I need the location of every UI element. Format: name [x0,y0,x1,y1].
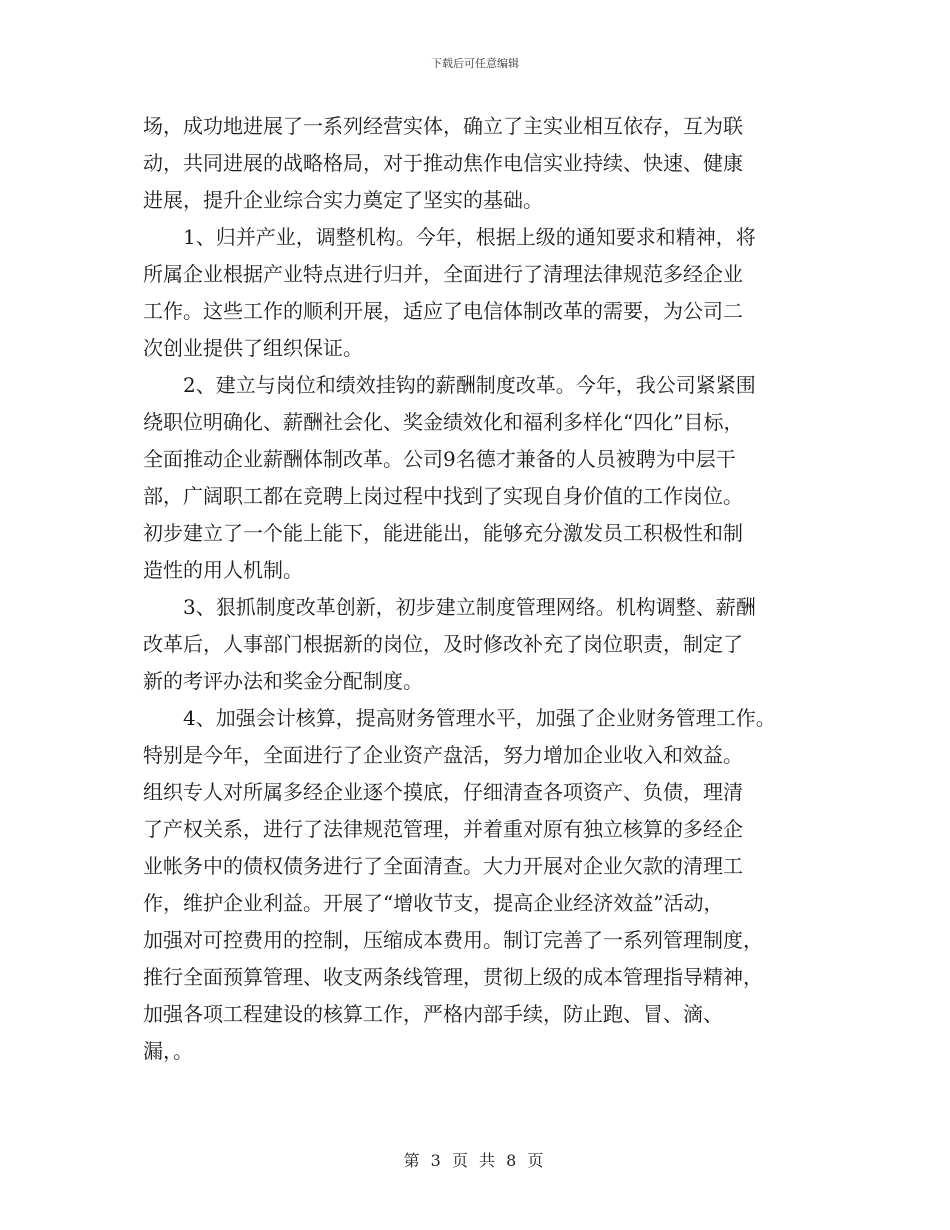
text-line: 绕职位明确化、薪酬社会化、奖金绩效化和福利多样化“四化”目标， [143,410,744,434]
text-line: 新的考评办法和奖金分配制度。 [143,669,423,693]
paragraph-2-start: 2、建立与岗位和绩效挂钩的薪酬制度改革。今年，我公司紧紧围 [183,373,756,397]
text-line: 动，共同进展的战略格局，对于推动焦作电信实业持续、快速、健康 [143,151,743,175]
page-header-note: 下载后可任意编辑 [431,57,519,70]
text-line: 造性的用人机制。 [143,558,303,582]
text-line: 部，广阔职工都在竞聘上岗过程中找到了实现自身价值的工作岗位。 [143,484,743,508]
document-body [143,108,813,1070]
text-line: 全面推动企业薪酬体制改革。公司9名德才兼备的人员被聘为中层干 [143,447,736,471]
text-line: 业帐务中的债权债务进行了全面清查。大力开展对企业欠款的清理工 [143,854,743,878]
text-line: 改革后，人事部门根据新的岗位，及时修改补充了岗位职责，制定了 [143,632,743,656]
text-line: 特别是今年，全面进行了企业资产盘活，努力增加企业收入和效益。 [143,743,743,767]
text-line: 漏，。 [143,1039,193,1063]
text-line: 加强各项工程建设的核算工作，严格内部手续，防止跑、冒、滴、 [143,1002,723,1026]
text-line: 了产权关系，进行了法律规范管理，并着重对原有独立核算的多经企 [143,817,743,841]
text-line: 作，维护企业利益。开展了“增收节支，提高企业经济效益”活动， [143,891,724,915]
text-line: 进展，提升企业综合实力奠定了坚实的基础。 [143,188,543,212]
text-line: 场，成功地进展了一系列经营实体，确立了主实业相互依存，互为联 [143,114,743,138]
paragraph-1-start: 1、归并产业，调整机构。今年，根据上级的通知要求和精神，将 [183,225,756,249]
text-line: 初步建立了一个能上能下，能进能出，能够充分激发员工积极性和制 [143,521,743,545]
paragraph-4-start: 4、加强会计核算，提高财务管理水平，加强了企业财务管理工作。 [183,706,776,730]
paragraph-3-start: 3、狠抓制度改革创新，初步建立制度管理网络。机构调整、薪酬 [183,595,756,619]
text-line: 推行全面预算管理、收支两条线管理，贯彻上级的成本管理指导精神， [143,965,763,989]
text-line: 工作。这些工作的顺利开展，适应了电信体制改革的需要，为公司二 [143,299,743,323]
text-line: 组织专人对所属多经企业逐个摸底，仔细清查各项资产、负债，理清 [143,780,743,804]
page-number: 第 3 页 共 8 页 [403,1151,547,1170]
text-line: 加强对可控费用的控制，压缩成本费用。制订完善了一系列管理制度， [143,928,763,952]
text-line: 次创业提供了组织保证。 [143,336,363,360]
text-line: 所属企业根据产业特点进行归并，全面进行了清理法律规范多经企业 [143,262,743,286]
